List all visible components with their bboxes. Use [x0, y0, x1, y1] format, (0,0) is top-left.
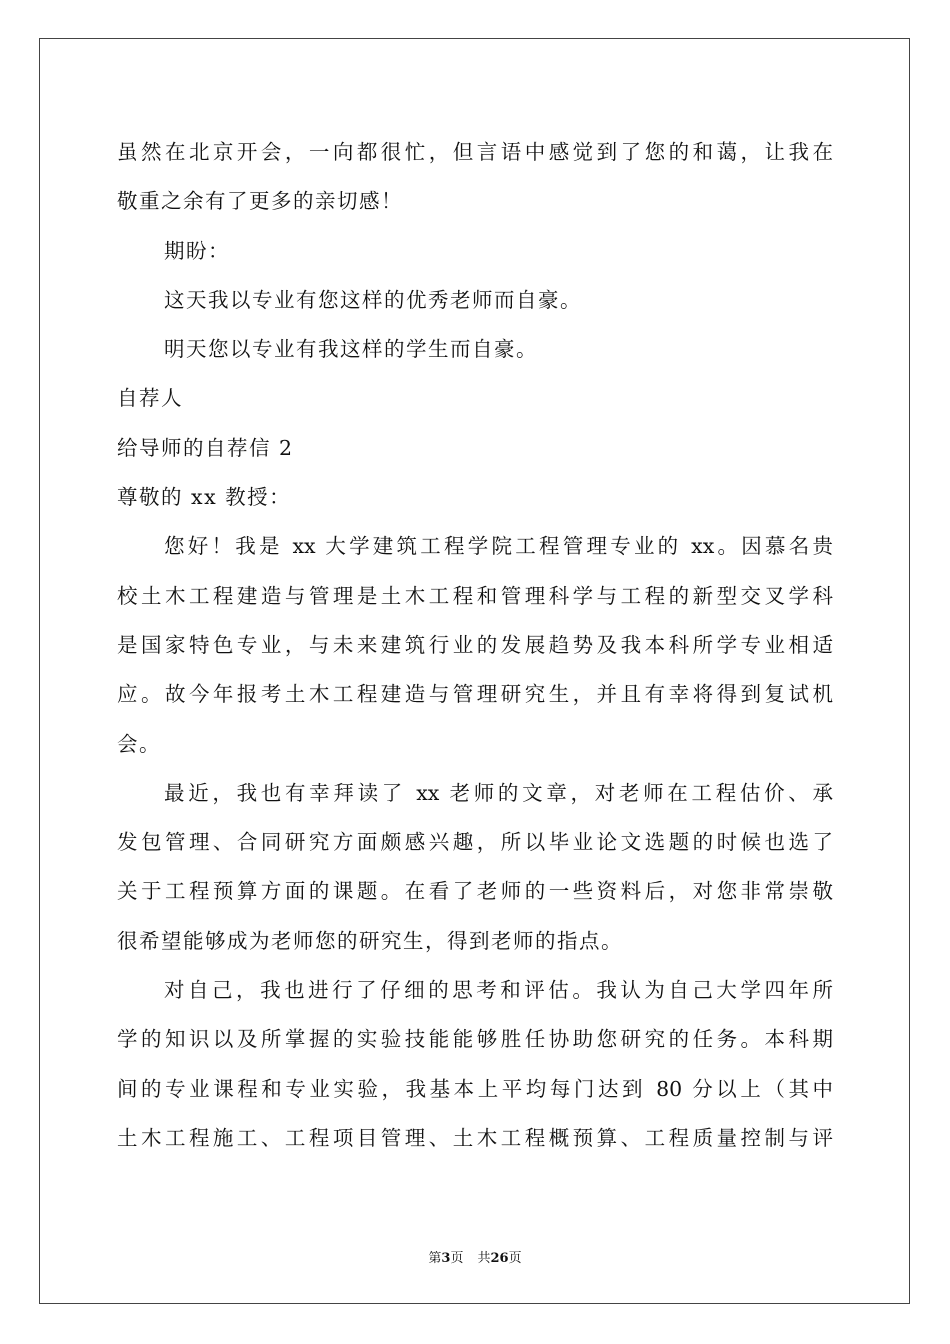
- text-line: 校土木工程建造与管理是土木工程和管理科学与工程的新型交叉学科: [117, 583, 833, 608]
- text-line: 您好！我是 xx 大学建筑工程学院工程管理专业的 xx。因慕名贵: [164, 534, 833, 559]
- text-line: 对自己，我也进行了仔细的思考和评估。我认为自己大学四年所: [164, 978, 833, 1003]
- salutation: 尊敬的 xx 教授：: [117, 485, 292, 510]
- text-line: 敬重之余有了更多的亲切感！: [117, 189, 403, 214]
- page-prefix: 第: [428, 1251, 442, 1266]
- text-line: 明天您以专业有我这样的学生而自豪。: [164, 337, 538, 362]
- text-line: 是国家特色专业，与未来建筑行业的发展趋势及我本科所学专业相适: [117, 632, 833, 657]
- text-line: 很希望能够成为老师您的研究生，得到老师的指点。: [117, 928, 623, 953]
- text-line: 虽然在北京开会，一向都很忙，但言语中感觉到了您的和蔼，让我在: [117, 140, 833, 164]
- signature-line: 自荐人: [117, 386, 183, 411]
- page-suffix: 页: [450, 1251, 464, 1266]
- text-line: 这天我以专业有您这样的优秀老师而自豪。: [164, 287, 582, 312]
- section-title: 给导师的自荐信 2: [117, 435, 294, 460]
- page-footer: [0, 1247, 950, 1266]
- text-line: 应。故今年报考土木工程建造与管理研究生，并且有幸将得到复试机: [117, 682, 833, 707]
- text-line: 间的专业课程和专业实验，我基本上平均每门达到 80 分以上（其中: [117, 1076, 833, 1101]
- text-line: 土木工程施工、工程项目管理、土木工程概预算、工程质量控制与评: [117, 1125, 833, 1150]
- text-line: 最近，我也有幸拜读了 xx 老师的文章，对老师在工程估价、承: [164, 780, 833, 805]
- text-line: 发包管理、合同研究方面颇感兴趣，所以毕业论文选题的时候也选了: [117, 830, 833, 855]
- total-prefix: 共: [477, 1251, 491, 1266]
- text-line: 关于工程预算方面的课题。在看了老师的一些资料后，对您非常崇敬: [117, 879, 833, 904]
- page-current: 3: [441, 1251, 451, 1266]
- text-line: 学的知识以及所掌握的实验技能能够胜任协助您研究的任务。本科期: [117, 1027, 833, 1052]
- page-total: 26: [490, 1251, 509, 1266]
- text-line: 期盼：: [164, 238, 230, 263]
- document-body: [117, 128, 833, 1163]
- text-line: 会。: [117, 731, 161, 756]
- total-suffix: 页: [508, 1251, 522, 1266]
